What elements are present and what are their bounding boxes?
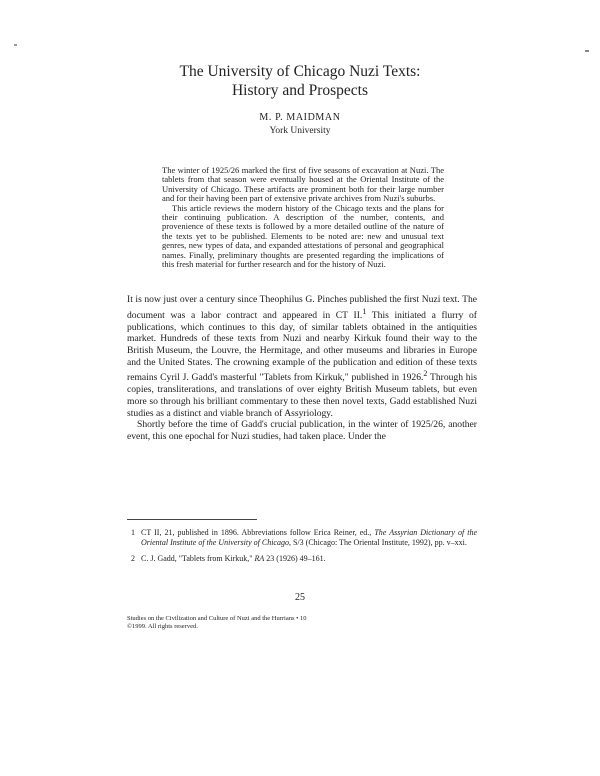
page-number: 25 (295, 592, 305, 603)
footnote-number: 1 (131, 528, 135, 537)
body-paragraph: Shortly before the time of Gadd's crucial publication, in the winter of 1925/26, another event, this one epochal for Nuzi studies, had taken place. Under the (127, 419, 477, 443)
series-line: Studies on the Civilization and Culture of Nuzi and the Hurrians • 10 (127, 615, 307, 622)
footnote-ref[interactable]: 1 (362, 306, 367, 316)
footnote-divider (127, 519, 257, 520)
author-name: M. P. MAIDMAN (259, 112, 341, 123)
title-line: The University of Chicago Nuzi Texts: (179, 63, 421, 80)
copyright-line: ©1999. All rights reserved. (127, 623, 198, 630)
footnote-text: CT II, 21, published in 1896. Abbreviations follow Erica Reiner, ed., (141, 528, 375, 537)
abstract (162, 166, 444, 269)
footnote (127, 554, 477, 564)
series-note (127, 615, 427, 631)
abstract-paragraph: The winter of 1925/26 marked the first of five seasons of excavation at Nuzi. The tablets from that season were eventually housed at the Oriental Institute of the University of Chicago. These artifacts are prominent both for their large number and for their having been part of extensive private archives from Nuzi's suburbs. (162, 165, 444, 204)
footnote-ref[interactable]: 2 (423, 369, 428, 379)
footnote-text: C. J. Gadd, "Tablets from Kirkuk," (141, 554, 255, 563)
footnote-text: , S/3 (Chicago: The Oriental Institute, 1992), pp. v–xxi. (288, 538, 467, 547)
body-text-run: Through his copies, transliterations, and translations of over eighty British Museum tablets, but even more so through his brilliant commentary to these then novel texts, Gadd established Nuzi studies as a distinct and viable branch of Assyriology. (127, 372, 477, 419)
body-text-run: This initiated a flurry of publications, which continues to this day, of similar tablets obtained in the antiquities market. Hundreds of these texts from Nuzi and nearby Kirkuk found their way to the British Museum, the Louvre, the Hermitage, and other museums and libraries in Europe and the United States. The crowning example of the publication and edition of these texts remains Cyril J. Gadd's masterful "Tablets from Kirkuk," published in 1926. (127, 309, 477, 384)
footnote (127, 528, 477, 548)
scan-mark (585, 50, 589, 52)
body-text-run: It is now just over a century since Theophilus G. Pinches published the first Nuzi text. The document was a labor contract and appeared in CT II. (127, 294, 477, 321)
abstract-paragraph: This article reviews the modern history of the Chicago texts and the plans for their continuing publication. A description of the number, contents, and provenience of these texts is followed by a more detailed outline of the nature of the texts yet to be published. Elements to be noted are: new and unusual text genres, new types of data, and expanded attestations of personal and geographical names. Finally, preliminary thoughts are presented regarding the implications of this fresh material for further research and for the history of Nuzi. (162, 202, 444, 270)
main-text (127, 294, 477, 443)
footnotes (127, 528, 477, 570)
title-line: History and Prospects (231, 82, 369, 99)
article-title (100, 62, 500, 100)
footnote-title: RA (254, 554, 265, 563)
footnote-text: 23 (1926) 49–161. (264, 554, 326, 563)
author-affiliation: York University (269, 126, 331, 136)
footnote-title: The Assyrian Dictionary of the Oriental Institute of the University of Chicago (141, 528, 478, 547)
body-paragraph (127, 294, 477, 419)
scan-mark (14, 44, 17, 46)
footnote-number: 2 (131, 554, 135, 563)
